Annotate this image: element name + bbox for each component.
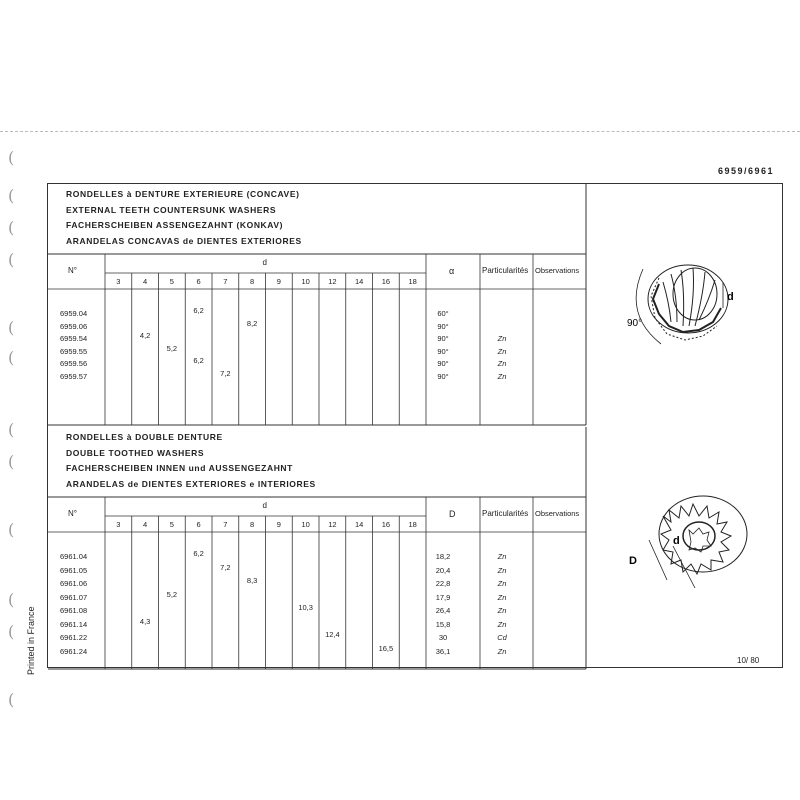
page-number: 10/ 80 [737,656,760,665]
section-title-de: FACHERSCHEIBEN INNEN und AUSSENGEZAHNT [66,463,293,474]
table-row-extra-value: 22,8 [435,579,451,588]
table-row-extra-value: 90° [437,359,449,368]
document-code: 6959/6961 [717,166,774,176]
d-column-header: 4 [143,277,148,286]
washer-drawing [648,265,728,340]
table-row-d-value: 12,4 [325,630,340,639]
section-title-fr: RONDELLES à DENTURE EXTERIEURE (CONCAVE) [66,189,300,199]
d-column-header: 3 [116,520,121,529]
concave-washer-illustration [623,244,783,354]
table-row-number: 6961.04 [60,552,88,561]
d-dimension-label: d [673,535,680,547]
d-column-header: 8 [250,520,255,529]
d-column-header: 12 [328,520,337,529]
column-header-particularites: Particularités [482,265,529,275]
table-row-extra-value: 90° [437,321,449,331]
binder-hole-mark: ( [8,690,15,709]
d-column-header: 3 [116,277,121,286]
section-title-es: ARANDELAS CONCAVAS de DIENTES EXTERIORES [66,236,302,247]
d-column-header: 16 [381,520,391,529]
d-column-header: 9 [276,520,281,529]
table-row-number: 6961.14 [60,619,88,629]
column-header-extra: α [449,265,455,276]
binder-hole-mark: ( [8,452,15,471]
column-header-particularites: Particularités [482,508,529,518]
table-row-particularite: Zn [497,579,507,588]
table-row-extra-value: 17,9 [435,592,451,602]
column-header-observations: Observations [535,508,580,518]
double-toothed-washer-illustration [623,484,783,604]
d-column-header: 10 [301,520,310,529]
d-column-header: 18 [408,520,417,529]
column-header-no: N° [68,265,77,275]
d-column-header: 6 [196,277,201,286]
table-row-particularite: Zn [497,592,507,602]
binder-hole-mark: ( [8,218,15,237]
d-column-header: 18 [408,277,417,286]
section-title-es: ARANDELAS de DIENTES EXTERIORES e INTERIORES [66,479,316,490]
column-header-d: d [262,501,267,510]
section-concave-washers [48,184,586,425]
d-column-header: 4 [143,520,148,529]
d-column-header: 16 [381,277,391,286]
section-title-fr: RONDELLES à DOUBLE DENTURE [66,432,223,442]
dimension-line [673,546,695,588]
binder-hole-mark: ( [8,520,15,539]
d-dimension-label: d [727,291,734,303]
table-row-d-value: 8,2 [246,318,258,328]
table-row-extra-value: 36,1 [435,646,451,656]
table-row-number: 6961.22 [60,633,88,642]
table-row-d-value: 7,2 [220,368,231,378]
table-row-d-value: 16,5 [378,643,394,653]
table-row-d-value: 4,3 [139,616,151,626]
d-column-header: 6 [196,520,201,529]
perforation-line [0,131,800,132]
binder-hole-mark: ( [8,318,15,337]
binder-hole-mark: ( [8,590,15,609]
column-header-d: d [262,258,267,267]
table-row-d-value: 5,2 [166,343,178,353]
table-row-extra-value: 15,8 [435,619,451,629]
section-title-en: DOUBLE TOOTHED WASHERS [66,447,205,458]
section-title-de: FACHERSCHEIBEN ASSENGEZAHNT (KONKAV) [66,220,284,231]
d-column-header: 10 [301,277,310,286]
section-title-en: EXTERNAL TEETH COUNTERSUNK WASHERS [66,204,277,215]
table-row-d-value: 7,2 [220,562,231,572]
D-dimension-label: D [629,555,637,567]
column-header-extra: D [449,508,456,519]
binder-hole-mark: ( [8,420,15,439]
table-row-number: 6959.55 [60,346,88,356]
binder-hole-mark: ( [8,348,15,367]
table-row-extra-value: 18,2 [435,552,451,561]
table-row-particularite: Zn [497,565,507,575]
table-row-particularite: Zn [497,646,507,656]
dimension-line [649,540,667,580]
d-column-header: 7 [223,520,228,529]
table-row-number: 6961.06 [60,579,88,588]
table-row-particularite: Zn [497,552,507,561]
table-row-d-value: 4,2 [139,331,151,340]
table-row-number: 6959.57 [60,371,88,381]
table-row-number: 6959.04 [60,309,88,318]
table-row-extra-value: 30 [438,633,448,642]
binder-hole-mark: ( [8,186,15,205]
binder-hole-mark: ( [8,148,15,167]
d-column-header: 12 [328,277,337,286]
table-row-extra-value: 26,4 [435,606,451,615]
table-row-number: 6961.07 [60,592,88,602]
table-row-number: 6961.05 [60,565,88,575]
binder-hole-mark: ( [8,622,15,641]
table-row-particularite: Zn [497,359,507,368]
table-row-number: 6961.08 [60,606,88,615]
printed-in-label: Printed in France [26,606,36,675]
table-row-number: 6959.56 [60,359,88,368]
table-row-d-value: 8,3 [246,576,258,585]
angle-label: 90° [627,318,643,329]
catalog-page-frame [47,183,783,668]
table-row-extra-value: 90° [437,346,449,356]
table-row-extra-value: 90° [437,334,449,343]
table-grid [48,184,586,427]
table-row-d-value: 6,2 [193,306,204,315]
d-column-header: 14 [354,520,364,529]
table-row-number: 6959.54 [60,334,88,343]
d-column-header: 14 [354,277,364,286]
binder-hole-mark: ( [8,250,15,269]
table-row-d-value: 6,2 [193,549,204,558]
table-row-particularite: Zn [497,606,507,615]
section-double-toothed-washers [48,427,586,669]
d-column-header: 5 [169,520,174,529]
d-column-header: 9 [276,277,281,286]
table-row-particularite: Cd [497,633,507,642]
d-column-header: 5 [169,277,174,286]
column-header-no: N° [68,508,77,518]
table-row-particularite: Zn [497,334,507,343]
table-row-extra-value: 20,4 [435,565,451,575]
table-row-particularite: Zn [497,346,507,356]
d-column-header: 8 [250,277,255,286]
table-row-particularite: Zn [497,619,507,629]
table-row-d-value: 6,2 [193,356,204,365]
table-row-d-value: 10,3 [298,603,313,612]
table-row-number: 6961.24 [60,646,88,656]
table-row-d-value: 5,2 [166,589,178,599]
d-column-header: 7 [223,277,228,286]
table-row-number: 6959.06 [60,321,88,331]
table-row-extra-value: 60° [437,309,449,318]
column-header-observations: Observations [535,265,580,275]
table-row-particularite: Zn [497,371,507,381]
table-row-extra-value: 90° [437,371,449,381]
